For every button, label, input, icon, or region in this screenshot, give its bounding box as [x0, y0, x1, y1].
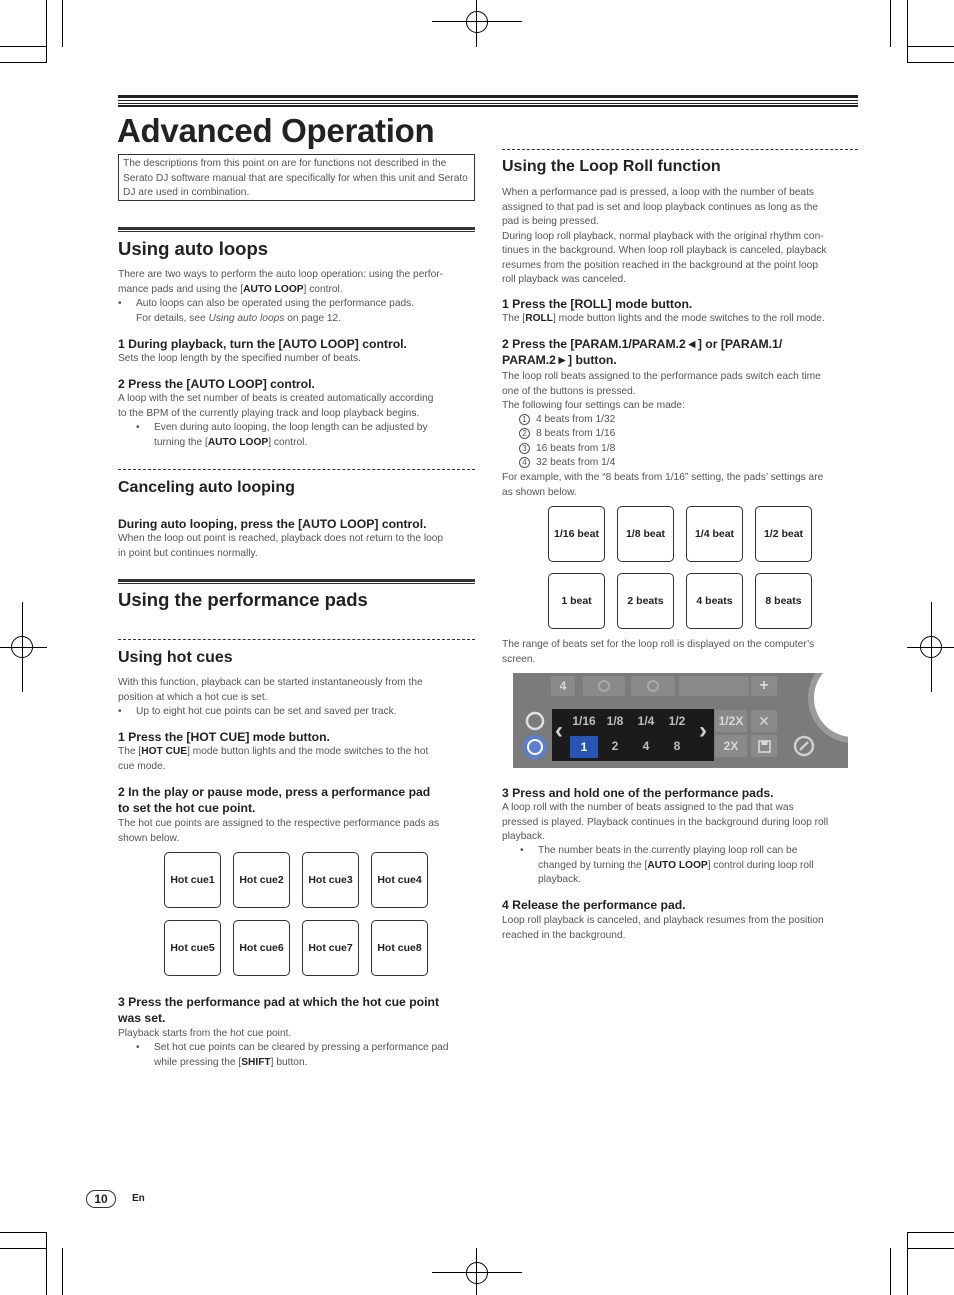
empty-slot [679, 676, 749, 696]
close-icon: ✕ [751, 710, 777, 732]
hot-cues-step1: 1 Press the [HOT CUE] mode button. [118, 730, 330, 744]
save-icon [751, 735, 777, 757]
fraction-cell: 1/2 [668, 714, 686, 728]
hot-cue-pad: Hot cue4 [371, 852, 428, 908]
crop-mark [907, 0, 908, 63]
crop-mark [62, 1248, 63, 1295]
registration-circle [11, 636, 33, 658]
loop-icon [523, 709, 547, 733]
dashed-rule [118, 639, 475, 640]
title-rule [118, 95, 858, 107]
hot-cues-step2-body: The hot cue points are assigned to the respective performance pads as shown below. [118, 818, 440, 844]
top-number-button: 4 [551, 676, 575, 696]
registration-circle [920, 636, 942, 658]
setting-item: 1 4 beats from 1/32 [519, 413, 615, 428]
loop-roll-pad: 1 beat [548, 573, 605, 629]
setting-item: 2 8 beats from 1/16 [519, 427, 615, 442]
reloop-icon [631, 676, 675, 696]
auto-loops-intro: There are two ways to perform the auto loop operation: using the perfor- mance pads and using the [AUTO LOOP] control. [118, 269, 444, 295]
heading-hot-cues: Using hot cues [118, 649, 233, 666]
hot-cues-step1-body: The [HOT CUE] mode button lights and the mode switches to the hot cue mode. [118, 746, 429, 772]
loop-roll-range-note: The range of beats set for the loop roll is displayed on the computer’s screen. [502, 639, 815, 665]
half-button: 1/2X [715, 710, 747, 732]
loop-roll-step3-body: A loop roll with the number of beats assigned to the pad that was pressed is played. Playback continues in the background during loop roll playback. [502, 802, 829, 842]
loop-roll-pad: 1/8 beat [617, 506, 674, 562]
hot-cues-step3-bullet: • Set hot cue points can be cleared by pressing a performance pad while pressing the [SHIFT] button. [136, 1042, 449, 1068]
language-label: En [132, 1193, 145, 1204]
crop-mark [907, 62, 954, 63]
loop-roll-step1-body: The [ROLL] mode button lights and the mode switches to the roll mode. [502, 313, 825, 324]
loop-roll-example: For example, with the “8 beats from 1/16” setting, the pads’ settings are as shown below. [502, 472, 824, 498]
crop-mark [0, 1248, 47, 1249]
loop-roll-step4: 4 Release the performance pad. [502, 898, 686, 912]
hot-cue-pad: Hot cue8 [371, 920, 428, 976]
cancel-loop-body: When the loop out point is reached, playback does not return to the loop in point but continues normally. [118, 533, 444, 559]
heading-auto-loops: Using auto loops [118, 238, 269, 259]
auto-loops-step1-body: Sets the loop length by the specified number of beats. [118, 353, 361, 364]
hot-cues-intro: With this function, playback can be started instantaneously from the position at which a hot cue is set. [118, 677, 423, 703]
add-button: + [751, 676, 777, 696]
crop-mark [907, 46, 954, 47]
loop-roll-step2-body: The loop roll beats assigned to the performance pads switch each time one of the buttons is pressed. The following four settings can be made: [502, 371, 821, 411]
crop-mark [907, 1248, 954, 1249]
loop-roll-pad: 2 beats [617, 573, 674, 629]
auto-loops-bullet: • Auto loops can also be operated using the performance pads. For details, see Using auto loops on page 12. [118, 298, 415, 324]
hot-cue-pad: Hot cue2 [233, 852, 290, 908]
auto-loops-step2-body: A loop with the set number of beats is created automatically according to the BPM of the currently playing track and loop playback begins. [118, 393, 434, 419]
hot-cues-step3: 3 Press the performance pad at which the hot cue point was set. [118, 995, 439, 1025]
prev-arrow-icon: ‹ [555, 717, 563, 744]
hot-cues-step2: 2 In the play or pause mode, press a performance pad to set the hot cue point. [118, 785, 431, 815]
loop-roll-intro: When a performance pad is pressed, a loop with the number of beats assigned to that pad is set and loop playback continues as long as the pad is being pressed. During loop roll playback, normal playback with the original rhythm con- tinues in the background. When loop roll playback is canceled, playback resumes from the position reached in the background at the point loop roll playback was canceled. [502, 187, 827, 285]
loop-roll-pad: 1/16 beat [548, 506, 605, 562]
hot-cue-pad: Hot cue6 [233, 920, 290, 976]
crop-mark [46, 1232, 47, 1295]
section-rule [118, 579, 475, 584]
fraction-cell: 1/8 [606, 714, 624, 728]
loop-roll-step2: 2 Press the [PARAM.1/PARAM.2◄] or [PARAM.1/ PARAM.2►] button. [502, 337, 783, 367]
loop-roll-pad: 4 beats [686, 573, 743, 629]
next-arrow-icon: › [699, 717, 707, 744]
heading-performance-pads: Using the performance pads [118, 589, 368, 610]
auto-loop-icon [523, 735, 547, 759]
crop-mark [0, 1232, 47, 1233]
count-cell: 4 [642, 739, 650, 753]
setting-item: 4 32 beats from 1/4 [519, 456, 615, 471]
hot-cues-bullet: • Up to eight hot cue points can be set and saved per track. [118, 706, 397, 717]
loop-roll-step4-body: Loop roll playback is canceled, and playback resumes from the position reached in the background. [502, 915, 824, 941]
loop-roll-pad: 8 beats [755, 573, 812, 629]
registration-circle [466, 11, 488, 33]
dashed-rule [118, 469, 475, 470]
serato-loop-roll-screenshot [513, 673, 848, 768]
loop-roll-step3-bullet: • The number beats in the currently playing loop roll can be changed by turning the [AUTO LOOP] control during loop roll playback. [520, 845, 814, 885]
heading-loop-roll: Using the Loop Roll function [502, 158, 721, 175]
hot-cues-step3-body: Playback starts from the hot cue point. [118, 1028, 292, 1039]
count-cell: 2 [611, 739, 619, 753]
heading-canceling-auto-looping: Canceling auto looping [118, 479, 295, 496]
crop-mark [46, 0, 47, 63]
hot-cue-pad: Hot cue5 [164, 920, 221, 976]
loop-roll-pad: 1/4 beat [686, 506, 743, 562]
page-number: 10 [86, 1190, 116, 1208]
auto-loops-step1: 1 During playback, turn the [AUTO LOOP] control. [118, 337, 407, 351]
double-button: 2X [715, 735, 747, 757]
reloop-icon [583, 676, 625, 696]
count-cell: 8 [673, 739, 681, 753]
loop-roll-step3: 3 Press and hold one of the performance pads. [502, 786, 774, 800]
crop-mark [907, 1232, 908, 1295]
crop-mark [62, 0, 63, 47]
auto-loops-step2-bullet: • Even during auto looping, the loop length can be adjusted by turning the [AUTO LOOP] control. [136, 422, 428, 448]
auto-loops-step2: 2 Press the [AUTO LOOP] control. [118, 377, 315, 391]
sync-icon [789, 731, 819, 761]
intro-note: The descriptions from this point on are for functions not described in the Serato DJ software manual that are specifically for when this unit and Serato DJ are used in combination. [118, 154, 475, 201]
loop-roll-pad: 1/2 beat [755, 506, 812, 562]
crop-mark [0, 46, 47, 47]
crop-mark [0, 62, 47, 63]
fraction-cell: 1/4 [637, 714, 655, 728]
crop-mark [890, 0, 891, 47]
registration-circle [466, 1262, 488, 1284]
section-rule [118, 227, 475, 232]
hot-cue-pad: Hot cue7 [302, 920, 359, 976]
page-title: Advanced Operation [117, 112, 435, 149]
setting-item: 3 16 beats from 1/8 [519, 442, 615, 457]
hot-cue-pad: Hot cue3 [302, 852, 359, 908]
selected-count-cell: 1 [570, 736, 598, 758]
hot-cue-pad: Hot cue1 [164, 852, 221, 908]
dashed-rule [502, 149, 858, 150]
cancel-loop-step: During auto looping, press the [AUTO LOOP] control. [118, 517, 427, 531]
loop-roll-step1: 1 Press the [ROLL] mode button. [502, 297, 693, 311]
fraction-cell: 1/16 [572, 714, 596, 728]
crop-mark [890, 1248, 891, 1295]
crop-mark [907, 1232, 954, 1233]
